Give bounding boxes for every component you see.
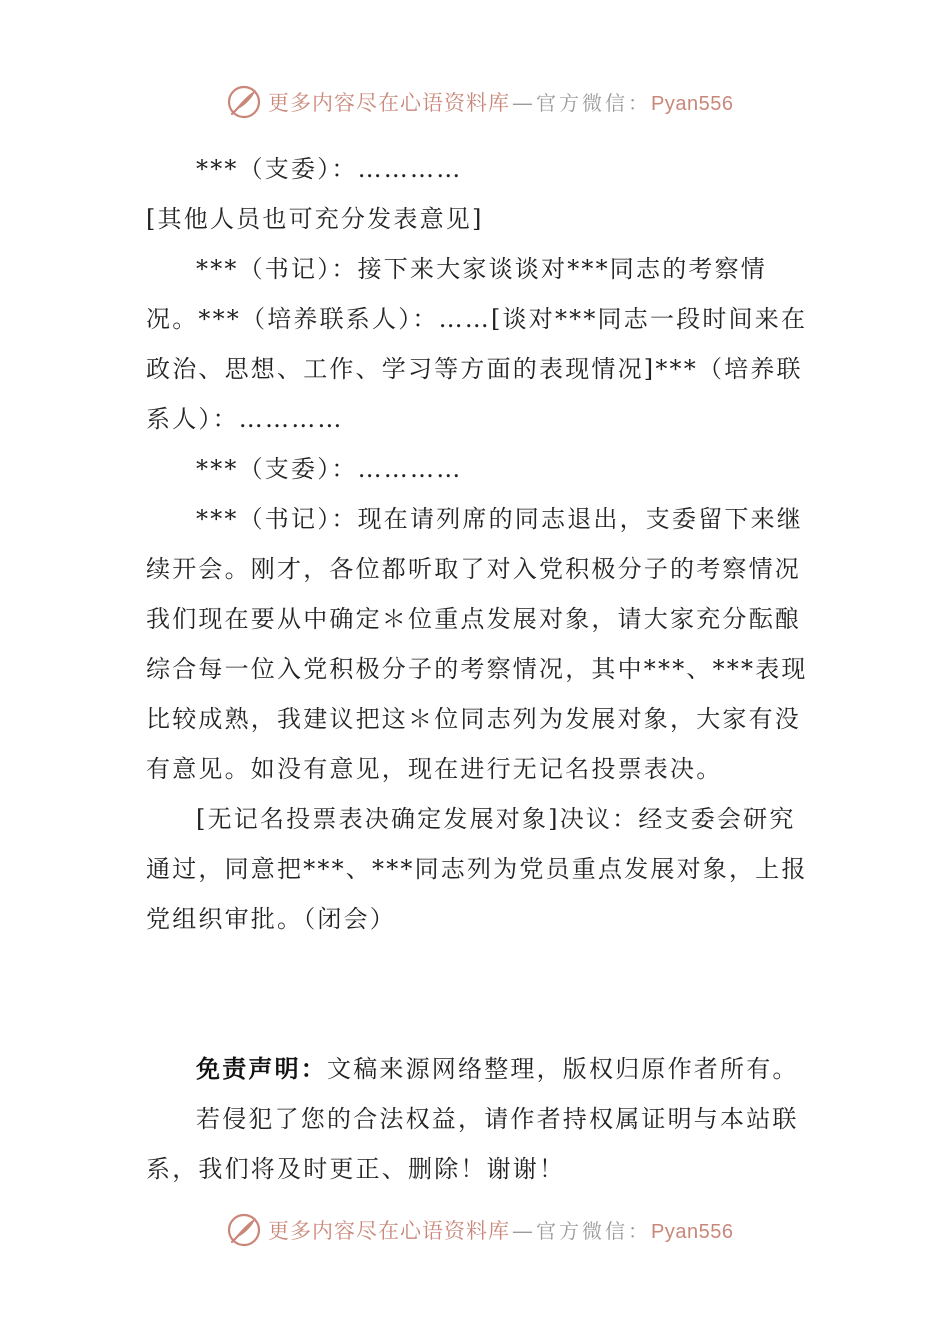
section-spacer xyxy=(146,944,810,1044)
banner-wechat-label: 官方微信： xyxy=(536,1219,651,1243)
paragraph-resolution: [无记名投票表决确定发展对象]决议：经支委会研究通过，同意把***、***同志列为党员重点发展对象，上报党组织审批。（闭会） xyxy=(146,805,808,933)
paragraph-others-comment: [其他人员也可充分发表意见] xyxy=(146,205,484,233)
banner-text xyxy=(268,1215,733,1245)
footer-banner xyxy=(226,1210,746,1250)
quill-pen-logo-icon xyxy=(226,84,262,120)
disclaimer-heading: 免责声明： xyxy=(196,1055,327,1083)
disclaimer-line-1: 文稿来源网络整理，版权归原作者所有。 xyxy=(327,1055,799,1083)
banner-dash: — xyxy=(512,91,534,115)
banner-wechat-label: 官方微信： xyxy=(536,91,651,115)
paragraph-committee-member-2: ***（支委）：………… xyxy=(196,455,463,483)
header-banner xyxy=(226,82,746,122)
disclaimer-line-2: 若侵犯了您的合法权益，请作者持权属证明与本站联系，我们将及时更正、删除！谢谢！ xyxy=(146,1105,799,1183)
document-body xyxy=(146,144,810,1194)
disclaimer-paragraph xyxy=(146,1044,810,1094)
banner-brand: 更多内容尽在心语资料库 xyxy=(268,1219,510,1243)
banner-dash: — xyxy=(512,1219,534,1243)
banner-text xyxy=(268,87,733,117)
banner-brand: 更多内容尽在心语资料库 xyxy=(268,91,510,115)
banner-wechat-id: Pyan556 xyxy=(651,1221,734,1243)
paragraph-committee-member-1: ***（支委）：………… xyxy=(196,155,463,183)
quill-pen-logo-icon xyxy=(226,1212,262,1248)
paragraph-secretary-proposal: ***（书记）：现在请列席的同志退出，支委留下来继续开会。刚才，各位都听取了对入党积极分子的考察情况我们现在要从中确定＊位重点发展对象，请大家充分酝酿综合每一位入党积极分子的考察情况，其中***、***表现比较成熟，我建议把这＊位同志列为发展对象，大家有没有意见。如没有意见，现在进行无记名投票表决。 xyxy=(146,505,808,783)
paragraph-secretary-review: ***（书记）：接下来大家谈谈对***同志的考察情况。***（培养联系人）：……[谈对***同志一段时间来在政治、思想、工作、学习等方面的表现情况]***（培养联系人）：………… xyxy=(146,255,808,433)
banner-wechat-id: Pyan556 xyxy=(651,93,734,115)
